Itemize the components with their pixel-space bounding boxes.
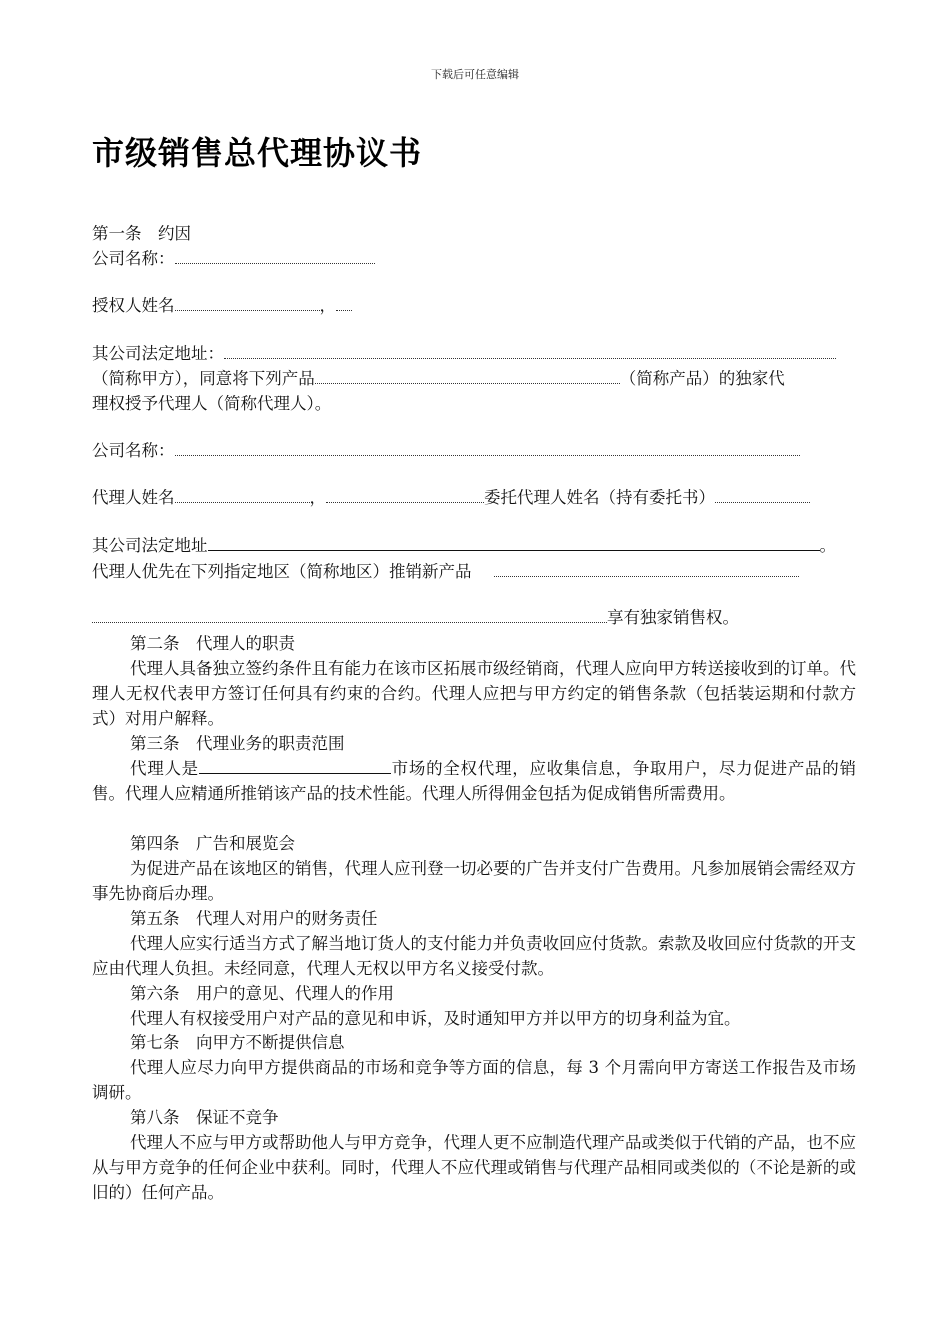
exclusive-line [92,606,739,630]
exclusive-text: 享有独家销售权。 [607,608,739,627]
article-6-body: 代理人有权接受用户对产品的意见和申诉，及时通知甲方并以甲方的切身利益为宜。 [130,1009,741,1028]
article-7-body: 代理人应尽力向甲方提供商品的市场和竞争等方面的信息，每 3 个月需向甲方寄送工作报告及市场调研。 [92,1058,856,1102]
entrusted-name-blank[interactable] [715,488,810,503]
auth-extra-blank[interactable] [336,296,352,311]
article-6-heading: 第六条 用户的意见、代理人的作用 [130,984,394,1003]
grant-line-1 [92,367,785,391]
company-name-blank[interactable] [175,249,375,264]
agent-name-label: 代理人姓名 [92,488,175,507]
grant-part2: （简称产品）的独家代 [619,369,785,388]
article-3-heading: 第三条 代理业务的职责范围 [130,734,345,753]
article-4-heading: 第四条 广告和展览会 [130,834,295,853]
article-2-body: 代理人具备独立签约条件且有能力在该市区拓展市级经销商，代理人应向甲方转送接收到的订单。代理人无权代表甲方签订任何具有约束的合约。代理人应把与甲方约定的销售条款（包括装运期和付款方式）对用户解释。 [92,659,856,728]
comma-2: ， [309,488,326,507]
article-1-heading: 第一条 约因 [92,224,191,243]
article-3-body-after: 市场的全权代理，应收集信息，争取用户，尽力促进产品的销售。代理人应精通所推销该产品的技术性能。代理人所得佣金包括为促成销售所需费用。 [92,759,857,803]
article-2-heading: 第二条 代理人的职责 [130,634,295,653]
party-a-company-line [92,247,375,271]
auth-name-blank[interactable] [175,296,320,311]
article-5-heading: 第五条 代理人对用户的财务责任 [130,909,378,928]
company-label-2: 公司名称： [92,441,175,460]
article-7-heading: 第七条 向甲方不断提供信息 [130,1033,345,1052]
agent-company-blank[interactable] [175,441,800,456]
region-line [92,560,799,584]
period: 。 [819,536,836,555]
grant-line-2: 理权授予代理人（简称代理人）。 [92,394,332,413]
grant-part1: （简称甲方），同意将下列产品 [92,369,315,388]
agent-name-line [92,486,810,510]
company-label: 公司名称： [92,249,175,268]
address-blank[interactable] [224,344,836,359]
article-4-body: 为促进产品在该地区的销售，代理人应刊登一切必要的广告并支付广告费用。凡参加展销会需经双方事先协商后办理。 [92,859,856,903]
agent-extra-blank[interactable] [326,488,484,503]
agent-address-line [92,534,836,558]
agent-name-blank[interactable] [175,488,310,503]
region-blank[interactable] [494,562,799,577]
agent-address-blank[interactable] [208,536,820,551]
agent-company-line [92,439,800,463]
address-label: 其公司法定地址： [92,344,224,363]
address-label-2: 其公司法定地址 [92,536,208,555]
article-8-heading: 第八条 保证不竞争 [130,1108,279,1127]
party-a-address-line [92,342,836,366]
entrusted-label: 委托代理人姓名（持有委托书） [484,488,715,507]
article-3-body [92,756,856,806]
region-blank-2[interactable] [92,608,607,623]
page-header: 下载后可任意编辑 [431,68,519,81]
region-text: 代理人优先在下列指定地区（简称地区）推销新产品 [92,562,472,581]
auth-name-label: 授权人姓名 [92,296,175,315]
article-8-body: 代理人不应与甲方或帮助他人与甲方竞争，代理人更不应制造代理产品或类似于代销的产品，也不应从与甲方竞争的任何企业中获利。同时，代理人不应代理或销售与代理产品相同或类似的（不论是新的或旧的）任何产品。 [92,1133,856,1202]
comma: ， [319,296,336,315]
market-blank[interactable] [199,759,391,774]
document-title: 市级销售总代理协议书 [92,134,423,172]
authorized-person-line [92,294,352,318]
article-3-body-before: 代理人是 [130,759,199,778]
product-blank[interactable] [315,369,620,384]
article-5-body: 代理人应实行适当方式了解当地订货人的支付能力并负责收回应付货款。索款及收回应付货款的开支应由代理人负担。未经同意，代理人无权以甲方名义接受付款。 [92,934,856,978]
